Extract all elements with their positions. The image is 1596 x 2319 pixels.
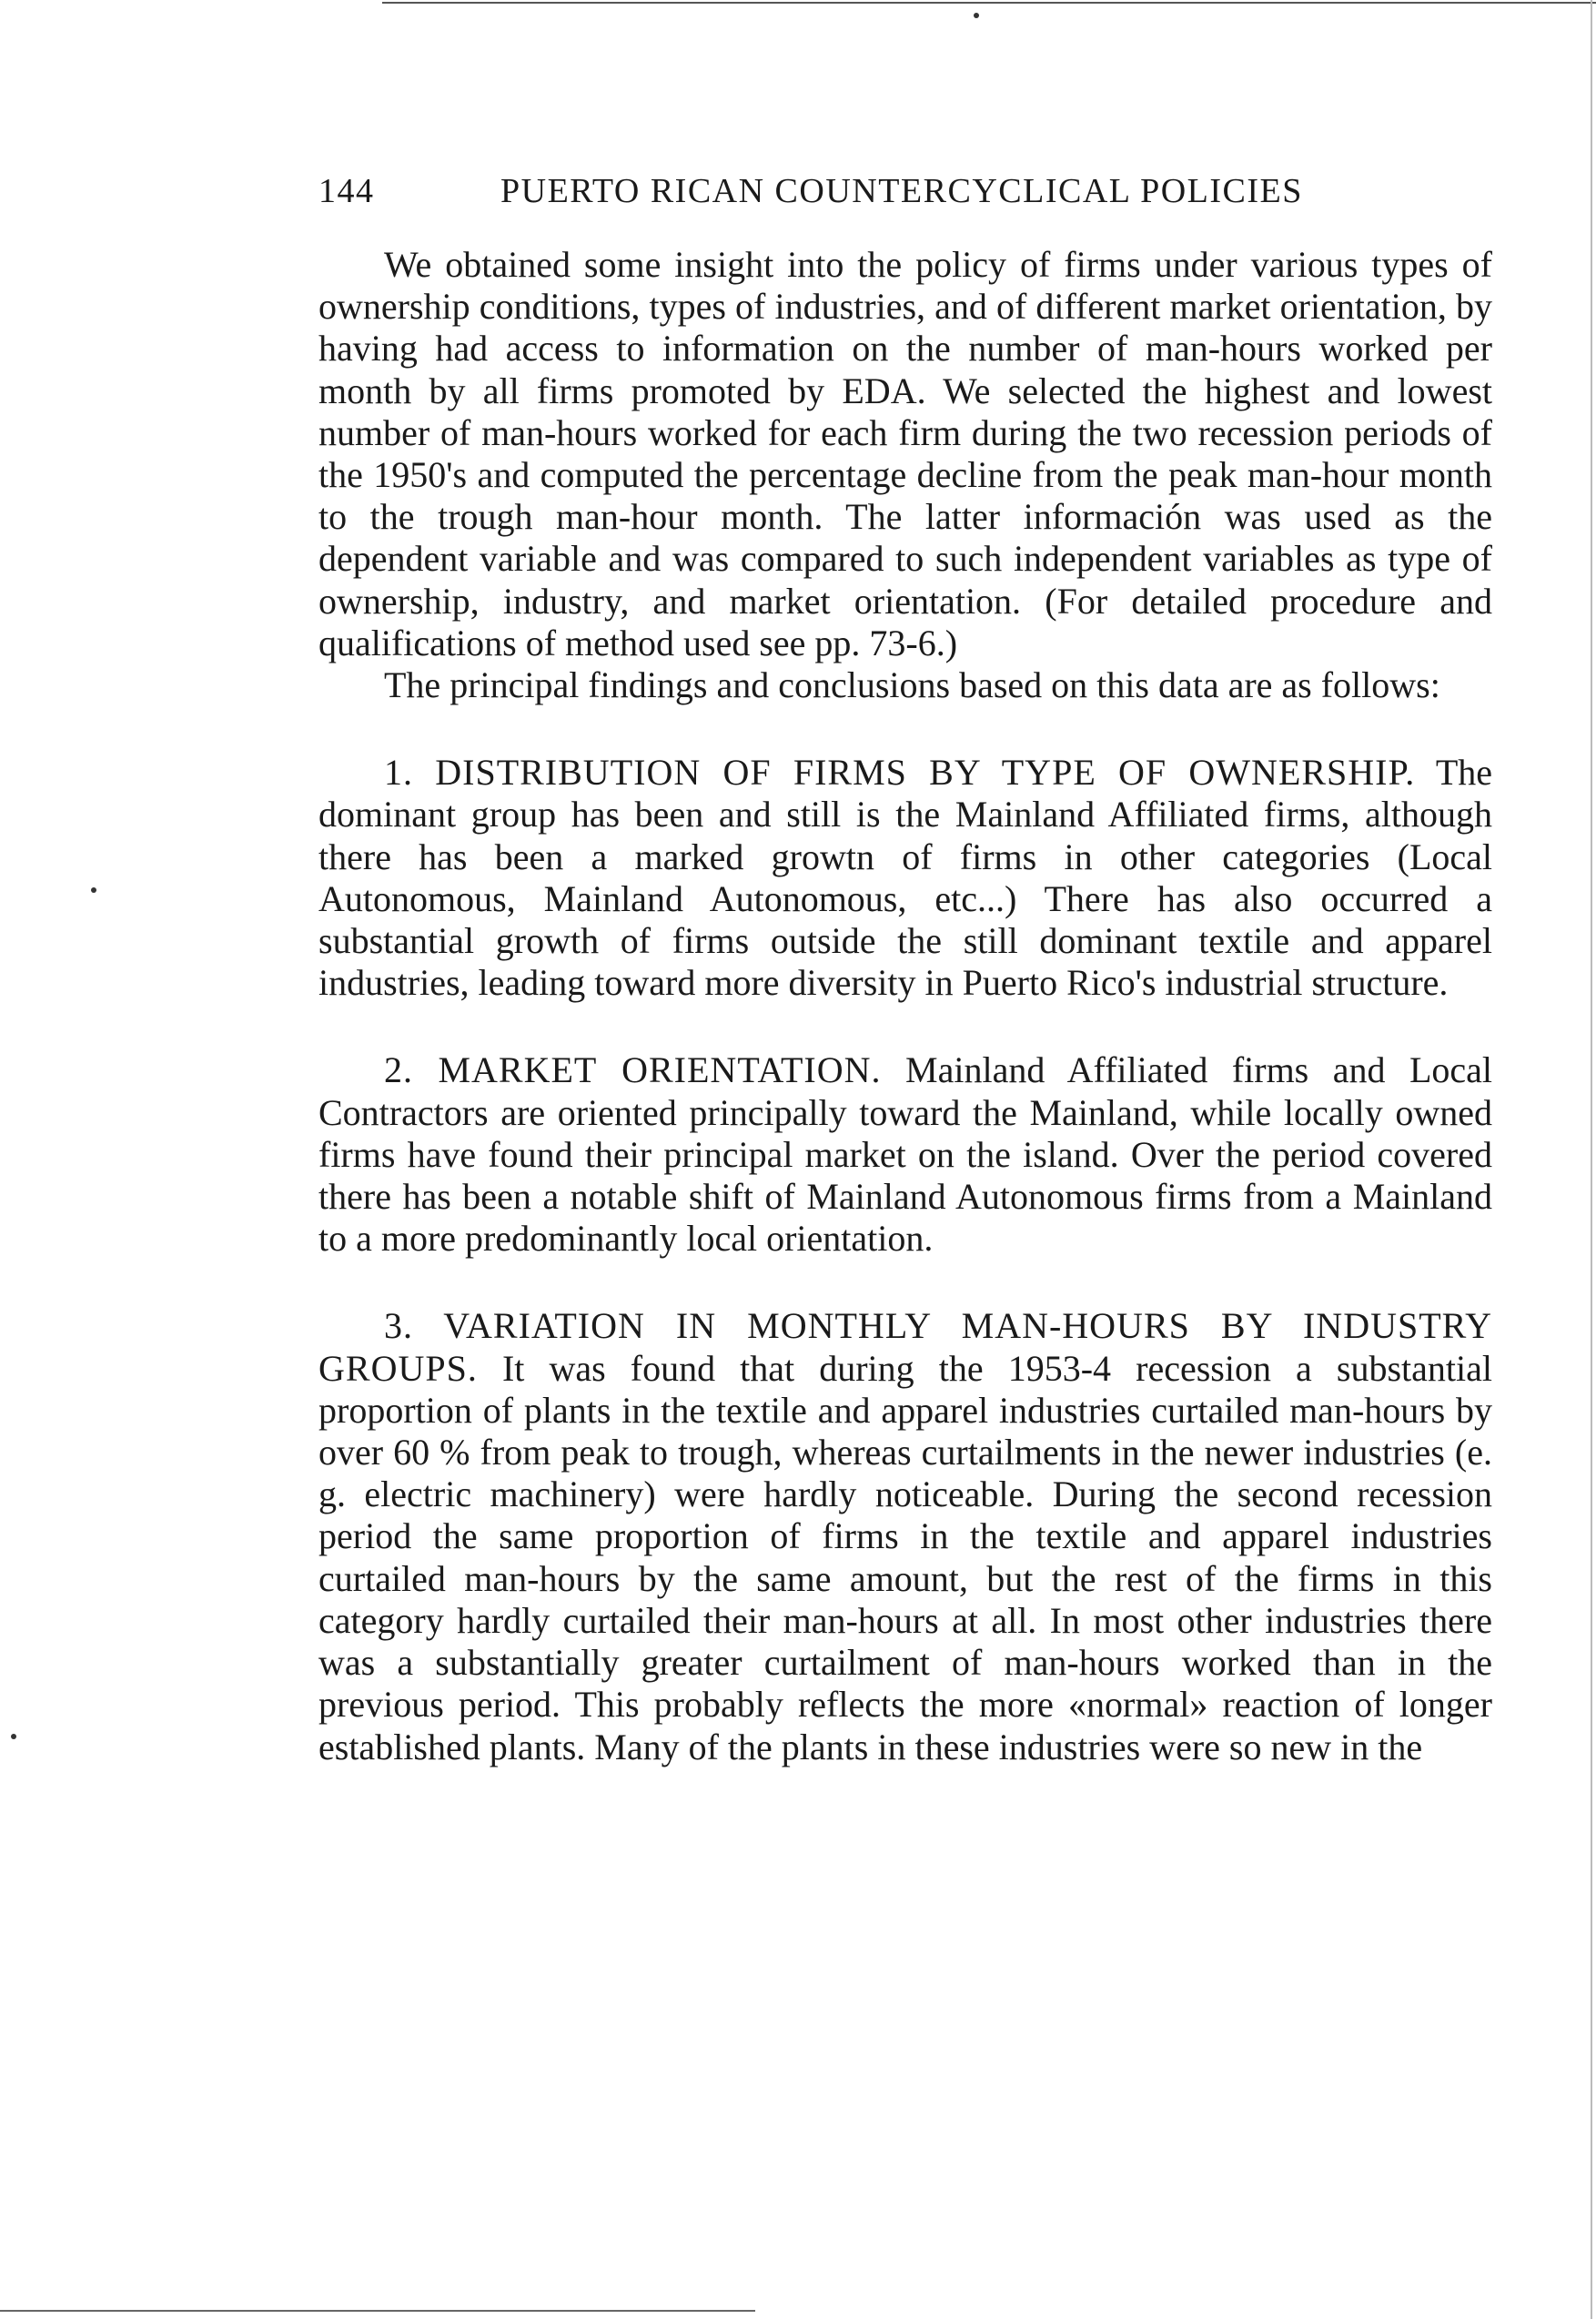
section-text: It was found that during the 1953-4 recession a substantial proportion of plants in the textile and apparel industries curtailed man-hours by over 60 % from peak to trough, whereas curtailments in the newer industries (e. g. electric machinery) were hardly noticeable. During the second recession period the same proportion of firms in the textile and apparel industries curtailed man-hours by the same amount, but the rest of the firms in this category hardly curtailed their man-hours at all. In most other industries there was a substantially greater curtailment of man-hours worked than in the previous period. This probably reflects the more «normal» reaction of longer established plants. Many of the plants in these industries were so new in the xyxy=(318,1347,1492,1767)
finding-section xyxy=(318,752,1492,1004)
finding-section xyxy=(318,1049,1492,1260)
section-heading: 3. VARIATION IN MONTHLY MAN-HOURS BY INDUSTRY GROUPS. xyxy=(318,1305,1492,1389)
intro-paragraph: We obtained some insight into the policy of firms under various types of ownership conditions, types of industries, and of different market orientation, by having had access to information on the number of man-hours worked per month by all firms promoted by EDA. We selected the highest and lowest number of man-hours worked for each firm during the two recession periods of the 1950's and computed the percentage decline from the peak man-hour month to the trough man-hour month. The latter información was used as the dependent variable and was compared to such independent variables as type of ownership, industry, and market orientation. (For detailed procedure and qualifications of method used see pp. 73-6.) xyxy=(318,244,1492,663)
section-heading: 1. DISTRIBUTION OF FIRMS BY TYPE OF OWNERSHIP. xyxy=(384,752,1416,794)
page-header xyxy=(318,171,1492,211)
scan-speck xyxy=(11,1734,16,1739)
section-text: The dominant group has been and still is the Mainland Affiliated firms, although there has been a marked growtn of firms in other categories (Local Autonomous, Mainland Autonomous, etc...) There has also occurred a substantial growth of firms outside the still dominant textile and apparel industries, leading toward more diversity in Puerto Rico's industrial structure. xyxy=(318,752,1492,1004)
scan-border-top xyxy=(382,2,1596,4)
finding-section xyxy=(318,1305,1492,1767)
scan-speck xyxy=(91,887,96,893)
section-heading: 2. MARKET ORIENTATION. xyxy=(384,1049,882,1091)
scan-border-right xyxy=(1591,0,1592,2319)
body-text xyxy=(318,244,1492,1768)
scan-border-bottom xyxy=(0,2310,755,2312)
running-head: PUERTO RICAN COUNTERCYCLICAL POLICIES xyxy=(500,172,1303,210)
intro-paragraph: The principal findings and conclusions based on this data are as follows: xyxy=(384,664,1440,706)
scan-speck xyxy=(974,13,979,18)
section-text: Mainland Affiliated firms and Local Contractors are oriented principally toward the Mainland, while locally owned firms have found their principal market on the island. Over the period covered there has been a notable shift of Mainland Autonomous firms from a Mainland to a more predominantly local orientation. xyxy=(318,1049,1493,1260)
page-number: 144 xyxy=(318,172,375,210)
